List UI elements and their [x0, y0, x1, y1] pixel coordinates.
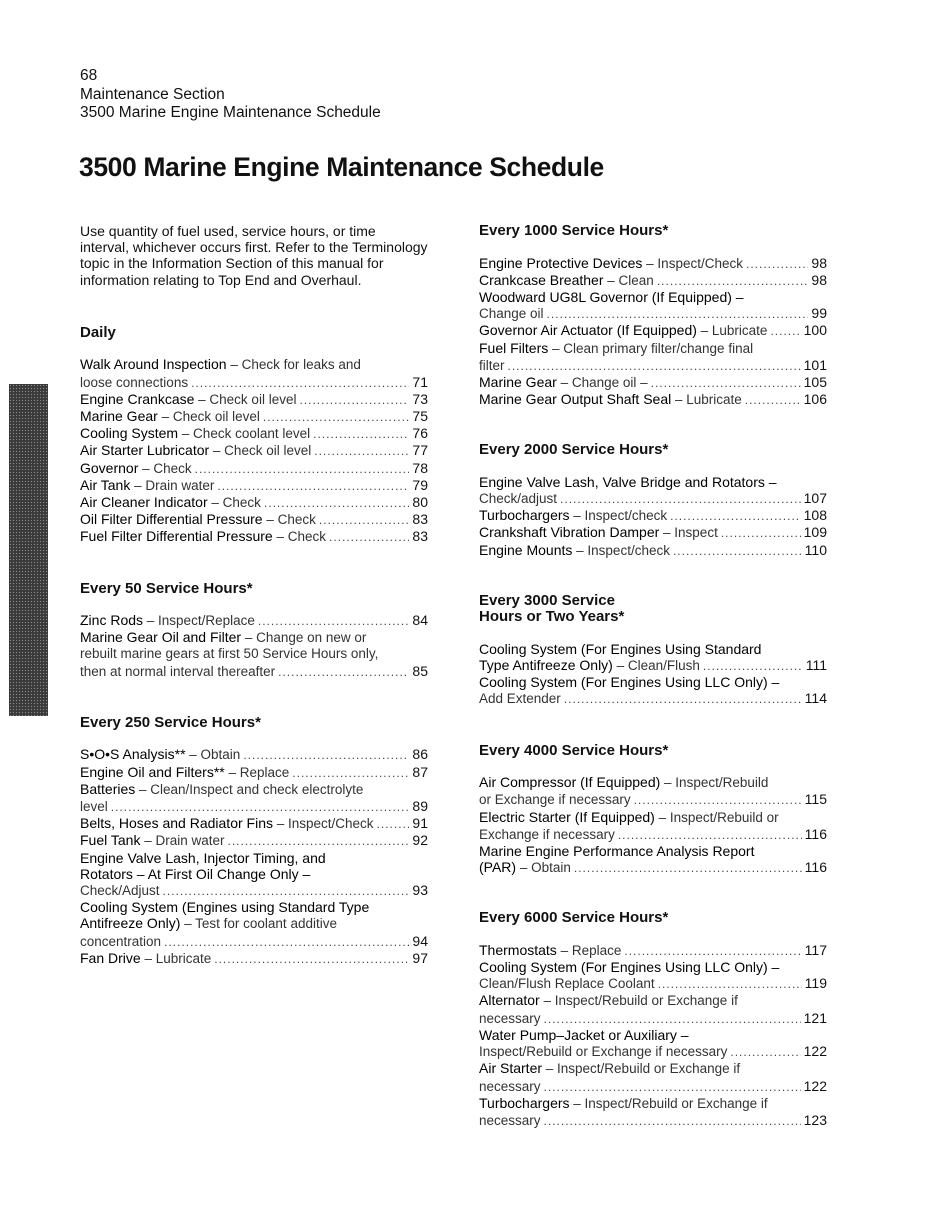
leader-dots — [703, 658, 803, 674]
schedule-entry — [80, 511, 428, 528]
entry-subject: Marine Gear Output Shaft Seal — [479, 391, 672, 408]
schedule-entry — [80, 746, 428, 763]
schedule-entry — [479, 255, 827, 272]
entry-action: – Check — [207, 494, 261, 510]
schedule-entry — [479, 774, 827, 808]
page-reference: 100 — [803, 322, 827, 339]
entry-action: concentration — [80, 933, 162, 949]
section-heading: Daily — [80, 323, 116, 341]
entry-action: then at normal interval thereafter — [80, 663, 276, 679]
entry-action: – Replace — [556, 942, 622, 958]
entry-subject: Electric Starter (If Equipped) — [479, 808, 655, 825]
page-reference: 78 — [412, 459, 428, 476]
entry-action: – Drain water — [130, 477, 215, 493]
leader-dots — [299, 392, 409, 408]
left-column — [80, 223, 428, 967]
entry-subject: Crankcase Breather — [479, 271, 604, 288]
leader-dots — [329, 529, 409, 545]
leader-dots — [319, 512, 410, 528]
entry-action: – Obtain — [516, 860, 571, 876]
entry-subject: Engine Oil and Filters** — [80, 763, 225, 780]
leader-dots — [730, 1044, 800, 1060]
entry-action: – Check — [138, 460, 192, 476]
leader-dots — [314, 443, 409, 459]
leader-dots — [508, 358, 801, 374]
leader-dots — [618, 827, 802, 843]
entry-subject: Governor — [80, 459, 139, 476]
schedule-entry — [80, 899, 428, 950]
entry-action: – Inspect/Check — [272, 816, 374, 832]
section-every-6000-hours — [479, 910, 827, 1129]
entry-subject: Governor Air Actuator (If Equipped) — [479, 322, 697, 339]
page-reference: 109 — [803, 524, 827, 541]
entry-subject: Woodward UG8L Governor (If Equipped) – — [479, 288, 744, 305]
entry-action: loose connections — [80, 374, 189, 390]
page-reference: 83 — [412, 528, 428, 545]
page-reference: 121 — [803, 1009, 827, 1026]
leader-dots — [651, 375, 801, 391]
page-reference: 85 — [412, 662, 428, 679]
page-reference: 105 — [803, 373, 827, 390]
section-heading: Every 250 Service Hours* — [80, 713, 261, 731]
leader-dots — [214, 951, 409, 967]
entry-action: – Change on new or — [241, 630, 367, 646]
entry-subject: Zinc Rods — [80, 612, 144, 629]
leader-dots — [111, 799, 410, 815]
section-every-4000-hours — [479, 743, 827, 877]
entry-subject: Marine Gear — [479, 373, 557, 390]
schedule-entry — [80, 850, 428, 900]
schedule-entry — [479, 1095, 827, 1129]
entry-action: – Inspect/Replace — [143, 613, 255, 629]
entry-subject: (PAR) — [479, 859, 517, 876]
entry-action: – Inspect/Rebuild or — [654, 809, 779, 825]
schedule-entry — [479, 992, 827, 1026]
schedule-entry — [479, 1060, 827, 1094]
leader-dots — [634, 792, 802, 808]
entry-subject: Marine Gear Oil and Filter — [80, 629, 242, 646]
section-heading-line: Every 3000 Service — [479, 591, 615, 609]
schedule-entry — [479, 507, 827, 524]
leader-dots — [746, 256, 808, 272]
schedule-entry — [479, 542, 827, 559]
section-every-2000-hours — [479, 442, 827, 559]
entry-action: necessary — [479, 1112, 541, 1128]
schedule-entry — [80, 781, 428, 815]
schedule-entry — [80, 408, 428, 425]
schedule-entry — [80, 460, 428, 477]
schedule-entry — [479, 641, 827, 674]
entry-action: – Lubricate — [140, 950, 212, 966]
running-head — [80, 67, 381, 123]
leader-dots — [191, 375, 409, 391]
entry-action: Clean/Flush Replace Coolant — [479, 976, 655, 992]
entry-action: – Replace — [224, 764, 290, 780]
entry-subject: Turbochargers — [479, 1094, 570, 1111]
entry-action: – Clean/Inspect and check electrolyte — [135, 781, 364, 797]
schedule-entry — [479, 843, 827, 876]
schedule-entry — [479, 340, 827, 374]
page-reference: 106 — [803, 391, 827, 408]
entry-action: – Lubricate — [671, 392, 742, 408]
schedule-entry — [479, 524, 827, 541]
page-reference: 79 — [412, 476, 428, 493]
leader-dots — [657, 273, 809, 289]
page-reference: 91 — [412, 815, 428, 832]
schedule-entry — [479, 272, 827, 289]
leader-dots — [228, 833, 410, 849]
schedule-entry — [80, 612, 428, 629]
page-reference: 119 — [804, 975, 827, 992]
section-every-1000-hours — [479, 223, 827, 408]
entry-subject: Marine Gear — [80, 407, 158, 424]
page-reference: 115 — [804, 791, 827, 808]
entry-action: – Clean/Flush — [612, 658, 700, 674]
entry-action: necessary — [479, 1010, 541, 1026]
leader-dots — [745, 392, 801, 408]
schedule-entry — [479, 474, 827, 507]
entry-action: – Inspect/Rebuild or Exchange if — [539, 993, 738, 1009]
entry-subject: Cooling System — [80, 425, 179, 442]
entry-subject: Cooling System (For Engines Using Standard — [479, 640, 762, 657]
section-heading: Every 6000 Service Hours* — [479, 909, 669, 927]
page-reference: 97 — [412, 949, 428, 966]
section-heading: Every 4000 Service Hours* — [479, 741, 669, 759]
page-reference: 93 — [412, 881, 428, 898]
page-reference: 94 — [412, 932, 428, 949]
entry-action: necessary — [479, 1078, 541, 1094]
section-every-250-hours — [80, 715, 428, 967]
right-column — [479, 223, 827, 1129]
entry-action: – Inspect/Rebuild or Exchange if — [542, 1061, 741, 1077]
leader-dots — [673, 543, 802, 559]
schedule-entry — [479, 1027, 827, 1060]
page-reference: 107 — [803, 490, 827, 507]
leader-dots — [547, 306, 809, 322]
entry-subject: Alternator — [479, 992, 540, 1009]
entry-subject: Crankshaft Vibration Damper — [479, 524, 660, 541]
page-reference: 87 — [412, 763, 428, 780]
entry-subject: Fan Drive — [80, 949, 141, 966]
leader-dots — [258, 613, 410, 629]
schedule-entry — [80, 528, 428, 545]
entry-subject: Cooling System (For Engines Using LLC Only) – — [479, 674, 780, 691]
entry-action: – Inspect/Rebuild — [660, 775, 769, 791]
schedule-entry — [479, 942, 827, 959]
page-reference: 98 — [811, 254, 827, 271]
entry-subject: Engine Valve Lash, Injector Timing, and — [80, 849, 326, 866]
schedule-entry — [479, 959, 827, 992]
entry-subject: S•O•S Analysis** — [80, 746, 186, 763]
entry-action: Add Extender — [479, 691, 561, 707]
leader-dots — [574, 860, 802, 876]
intro-paragraph: Use quantity of fuel used, service hours, or time interval, whichever occurs first. Refer to the Terminology topic in the Information Section of this manual for information relating to Top End and Overhaul. — [80, 223, 428, 288]
entry-subject: Engine Protective Devices — [479, 254, 643, 271]
entry-action: – Lubricate — [696, 323, 768, 339]
leader-dots — [377, 816, 410, 832]
schedule-entry — [479, 289, 827, 322]
schedule-entry — [80, 950, 428, 967]
entry-subject: Oil Filter Differential Pressure — [80, 511, 263, 528]
page-reference: 114 — [804, 690, 827, 707]
running-head-section: Maintenance Section — [80, 85, 225, 103]
page-reference: 116 — [804, 859, 827, 876]
entry-subject: Water Pump–Jacket or Auxiliary – — [479, 1026, 689, 1043]
page-reference: 92 — [412, 832, 428, 849]
entry-action: rebuilt marine gears at first 50 Service Hours only, — [80, 646, 379, 662]
page-title: 3500 Marine Engine Maintenance Schedule — [79, 152, 604, 182]
entry-action: Inspect/Rebuild or Exchange if necessary — [479, 1044, 728, 1060]
page-reference: 80 — [412, 493, 428, 510]
entry-subject: Air Starter Lubricator — [80, 442, 210, 459]
entry-action: – Obtain — [185, 747, 241, 763]
leader-dots — [544, 1113, 801, 1129]
schedule-entry — [479, 374, 827, 391]
entry-action: – Check — [262, 512, 316, 528]
page-reference: 111 — [805, 657, 827, 674]
entry-action: Check/Adjust — [80, 882, 160, 898]
page-reference: 73 — [412, 390, 428, 407]
entry-subject: Cooling System (Engines using Standard Type — [80, 899, 370, 916]
entry-action: – Test for coolant additive — [180, 916, 337, 932]
schedule-entry — [80, 494, 428, 511]
schedule-entry — [479, 391, 827, 408]
page-reference: 122 — [803, 1077, 827, 1094]
leader-dots — [658, 976, 802, 992]
schedule-entry — [80, 477, 428, 494]
entry-action: filter — [479, 357, 505, 373]
entry-subject: Air Starter — [479, 1060, 543, 1077]
section-heading: Every 2000 Service Hours* — [479, 441, 669, 459]
leader-dots — [544, 1011, 801, 1027]
entry-subject: Antifreeze Only) — [80, 915, 181, 932]
page-reference: 101 — [803, 356, 827, 373]
leader-dots — [721, 525, 801, 541]
schedule-entry — [80, 425, 428, 442]
leader-dots — [624, 943, 801, 959]
page-reference: 75 — [412, 407, 428, 424]
page-reference: 99 — [811, 305, 827, 322]
section-heading: Every 50 Service Hours* — [80, 579, 253, 597]
page-reference: 77 — [412, 442, 428, 459]
leader-dots — [264, 495, 410, 511]
leader-dots — [560, 491, 801, 507]
entry-subject: Air Tank — [80, 476, 131, 493]
entry-action: – Check coolant level — [178, 426, 311, 442]
entry-action: – Inspect — [659, 525, 718, 541]
section-heading — [479, 593, 827, 626]
entry-action: – Inspect/Check — [642, 255, 743, 271]
entry-subject: Rotators – At First Oil Change Only – — [80, 865, 311, 882]
entry-action: – Check oil level — [209, 443, 312, 459]
page-reference: 71 — [412, 373, 428, 390]
schedule-entry — [80, 832, 428, 849]
leader-dots — [278, 664, 409, 680]
entry-action: – Check oil level — [157, 408, 260, 424]
schedule-entry — [80, 442, 428, 459]
entry-action: or Exchange if necessary — [479, 792, 631, 808]
entry-subject: Marine Engine Performance Analysis Report — [479, 842, 755, 859]
page-reference: 123 — [803, 1111, 827, 1128]
section-daily — [80, 325, 428, 546]
leader-dots — [243, 747, 409, 763]
entry-action: – Change oil – — [556, 374, 648, 390]
entry-action: – Clean primary filter/change final — [548, 340, 754, 356]
leader-dots — [195, 461, 410, 477]
schedule-entry — [479, 809, 827, 843]
schedule-entry — [479, 674, 827, 707]
entry-action: Change oil — [479, 306, 544, 322]
section-thumb-tab — [9, 384, 48, 716]
entry-action: – Check oil level — [194, 391, 297, 407]
page-reference: 108 — [803, 507, 827, 524]
entry-action: – Check for leaks and — [226, 357, 361, 373]
entry-action: – Inspect/Rebuild or Exchange if — [569, 1095, 768, 1111]
leader-dots — [313, 426, 409, 442]
entry-subject: Belts, Hoses and Radiator Fins — [80, 815, 273, 832]
entry-subject: Engine Mounts — [479, 541, 573, 558]
leader-dots — [163, 883, 410, 899]
schedule-entry — [479, 322, 827, 339]
entry-action: – Inspect/check — [569, 508, 668, 524]
entry-subject: Thermostats — [479, 941, 557, 958]
entry-subject: Walk Around Inspection — [80, 356, 227, 373]
entry-action: – Drain water — [140, 833, 225, 849]
entry-subject: Engine Valve Lash, Valve Bridge and Rotators – — [479, 473, 777, 490]
entry-action: – Clean — [603, 272, 654, 288]
leader-dots — [770, 323, 800, 339]
entry-subject: Fuel Filter Differential Pressure — [80, 528, 273, 545]
entry-action: level — [80, 798, 108, 814]
page-reference: 117 — [804, 941, 827, 958]
running-head-topic: 3500 Marine Engine Maintenance Schedule — [80, 104, 381, 121]
entry-subject: Turbochargers — [479, 507, 570, 524]
leader-dots — [217, 478, 409, 494]
schedule-entry — [80, 764, 428, 781]
schedule-entry — [80, 356, 428, 390]
leader-dots — [544, 1079, 801, 1095]
page-reference: 76 — [412, 425, 428, 442]
section-every-3000-hours — [479, 593, 827, 708]
schedule-entry — [80, 629, 428, 680]
entry-action: Exchange if necessary — [479, 826, 615, 842]
entry-subject: Fuel Tank — [80, 832, 141, 849]
entry-subject: Type Antifreeze Only) — [479, 657, 613, 674]
leader-dots — [292, 765, 409, 781]
page-reference: 83 — [412, 511, 428, 528]
page-reference: 110 — [804, 541, 827, 558]
section-heading: Every 1000 Service Hours* — [479, 222, 669, 239]
page-reference: 84 — [412, 612, 428, 629]
entry-subject: Cooling System (For Engines Using LLC Only) – — [479, 959, 780, 976]
schedule-entry — [80, 391, 428, 408]
entry-action: – Inspect/check — [572, 542, 670, 558]
leader-dots — [263, 409, 410, 425]
entry-subject: Air Compressor (If Equipped) — [479, 774, 661, 791]
leader-dots — [164, 934, 409, 950]
leader-dots — [564, 691, 802, 707]
entry-action: – Check — [272, 529, 326, 545]
leader-dots — [670, 508, 801, 524]
page-number: 68 — [80, 67, 98, 84]
entry-subject: Air Cleaner Indicator — [80, 493, 208, 510]
entry-subject: Fuel Filters — [479, 339, 549, 356]
page-reference: 116 — [804, 825, 827, 842]
entry-action: Check/adjust — [479, 491, 558, 507]
page-reference: 89 — [412, 797, 428, 814]
entry-subject: Engine Crankcase — [80, 390, 195, 407]
section-every-50-hours — [80, 581, 428, 680]
page-reference: 98 — [811, 271, 827, 288]
page-reference: 122 — [803, 1043, 827, 1060]
entry-subject: Batteries — [80, 780, 136, 797]
section-heading-line: Hours or Two Years* — [479, 608, 625, 626]
page-reference: 86 — [412, 746, 428, 763]
schedule-entry — [80, 815, 428, 832]
